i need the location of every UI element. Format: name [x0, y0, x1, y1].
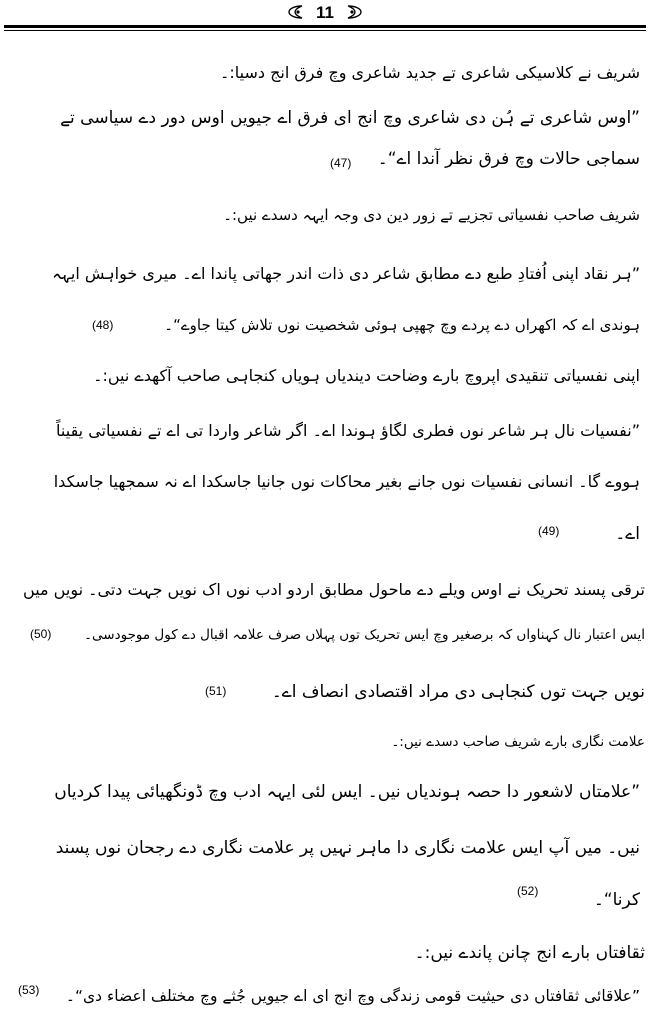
footnote-reference: (51) — [205, 684, 227, 698]
footnote-reference: (49) — [538, 524, 560, 538]
text-line: کرنا“۔ — [593, 890, 640, 910]
text-line: ”ہر نقاد اپنی اُفتادِ طبع دے مطابق شاعر دی ذات اندر جھاتی پاندا اے۔ میری خواہش ایہہ — [52, 264, 640, 283]
text-line: ہووے گا۔ انسانی نفسیات نوں جانے بغیر محاکات نوں جانیا جاسکدا اے نہ سمجھیا جاسکدا — [53, 472, 640, 491]
text-line: شریف صاحب نفسیاتی تجزیے تے زور دین دی وجہ ایہہ دسدے نیں:۔ — [223, 206, 640, 224]
text-line: شریف نے کلاسیکی شاعری تے جدید شاعری وچ فرق انج دسیا:۔ — [219, 63, 640, 82]
footnote-reference: (48) — [92, 318, 114, 332]
text-line: ثقافتاں بارے انج چانن پاندے نیں:۔ — [414, 943, 645, 963]
footnote-reference: (53) — [18, 983, 40, 997]
footnote-reference: (50) — [30, 627, 52, 641]
footnote-reference: (47) — [330, 156, 352, 170]
text-line: ”علامتاں لاشعور دا حصہ ہوندیاں نیں۔ ایس لئی ایہہ ادب وچ ڈونگھیائی پیدا کردیاں — [54, 782, 640, 802]
text-line: ”اوس شاعری تے ہُن دی شاعری وچ انج ای فرق اے جیویں اوس دور دے سیاسی تے — [60, 108, 640, 128]
text-line: نویں جہت توں کنجاہی دی مراد اقتصادی انصاف اے۔ — [271, 682, 645, 702]
text-line: ”علاقائی ثقافتاں دی حیثیت قومی زندگی وچ انج ای اے جیویں جُثے وچ مختلف اعضاء دی“۔ — [65, 987, 640, 1005]
text-line: ”نفسیات نال ہر شاعر نوں فطری لگاؤ ہوندا اے۔ اگر شاعر واردا تی اے تے نفسیاتی یقیناً — [56, 421, 640, 440]
text-line: اے۔ — [615, 524, 640, 544]
text-line: ترقی پسند تحریک نے اوس ویلے دے ماحول مطابق اردو ادب نوں اک نویں جہت دتی۔ نویں میں — [23, 580, 645, 599]
text-line: نیں۔ میں آپ ایس علامت نگاری دا ماہر نہیں پر علامت نگاری دے رجحان نوں پسند — [55, 838, 640, 858]
text-line: علامت نگاری بارے شریف صاحب دسدے نیں:۔ — [391, 734, 645, 750]
page-number: 11 — [316, 3, 334, 22]
text-line: ہوندی اے کہ اکھراں دے پردے وچ چھپی ہوئی شخصیت نوں تلاش کیتا جاوے“۔ — [164, 316, 640, 334]
text-line: ایس اعتبار نال کہناواں کہ برصغیر وچ ایس تحریک توں پہلاں صرف علامہ اقبال دے کول موجودسی۔ — [84, 627, 645, 643]
footnote-reference: (52) — [517, 884, 539, 898]
text-line: اپنی نفسیاتی تنقیدی اپروچ بارے وضاحت دیندیاں ہویاں کنجاہی صاحب آکھدے نیں:۔ — [93, 366, 640, 385]
text-line: سماجی حالات وچ فرق نظر آندا اے“۔ — [377, 149, 640, 169]
